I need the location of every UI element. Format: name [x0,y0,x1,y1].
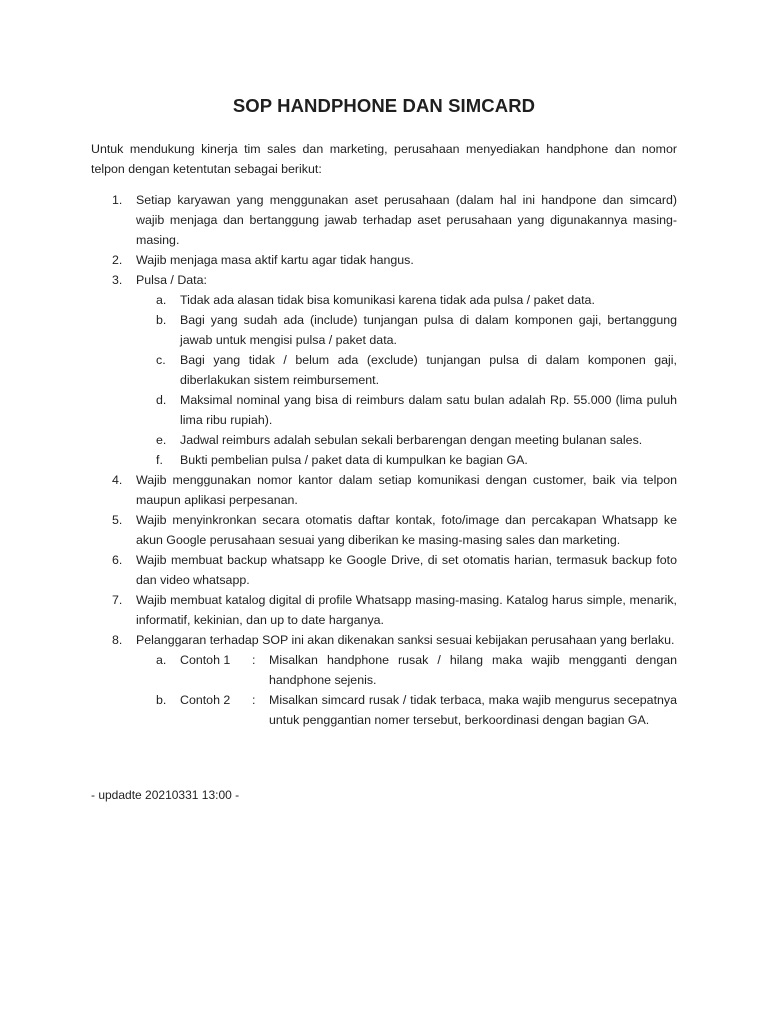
item-text: Pulsa / Data: [136,273,207,287]
item-number: 8. [112,633,123,647]
subitem-text: Tidak ada alasan tidak bisa komunikasi karena tidak ada pulsa / paket data. [180,293,595,307]
list-item [112,270,677,290]
update-footer: - updadte 20210331 13:00 - [91,788,240,802]
sublist-item [156,350,677,390]
list-item [112,630,677,650]
list-item [112,190,677,250]
example-name: Contoh 1 [180,653,231,667]
example-letter: a. [156,653,167,667]
example-item [156,690,677,730]
subitem-text: Bagi yang tidak / belum ada (exclude) tunjangan pulsa di dalam komponen gaji, diberlakukan sistem reimbursement. [180,353,677,387]
list-item [112,550,677,590]
subitem-text: Maksimal nominal yang bisa di reimburs dalam satu bulan adalah Rp. 55.000 (lima puluh lima ribu rupiah). [180,393,677,427]
subitem-letter: f. [156,453,163,467]
example-item [156,650,677,690]
sublist-item [156,390,677,430]
subitem-letter: b. [156,313,167,327]
item-number: 5. [112,513,123,527]
example-letter: b. [156,693,167,707]
item-text: Wajib membuat backup whatsapp ke Google Drive, di set otomatis harian, termasuk backup foto dan video whatsapp. [136,553,677,587]
item-text: Wajib menyinkronkan secara otomatis daftar kontak, foto/image dan percakapan Whatsapp ke akun Google perusahaan sesuai yang diberikan ke masing-masing sales dan marketing. [136,513,677,547]
item-number: 6. [112,553,123,567]
sop-list [112,190,677,730]
pulsa-sublist [112,290,677,470]
item-number: 2. [112,253,123,267]
subitem-text: Jadwal reimburs adalah sebulan sekali berbarengan dengan meeting bulanan sales. [180,433,643,447]
document-title: SOP HANDPHONE DAN SIMCARD [232,95,536,116]
list-item [112,510,677,550]
item-text: Setiap karyawan yang menggunakan aset perusahaan (dalam hal ini handpone dan simcard) wajib menjaga dan bertanggung jawab terhadap aset perusahaan yang digunakannya masing-masing. [136,193,677,247]
list-item [112,470,677,510]
example-colon: : [252,653,256,667]
subitem-text: Bagi yang sudah ada (include) tunjangan pulsa di dalam komponen gaji, bertanggung jawab untuk mengisi pulsa / paket data. [180,313,677,347]
item-text: Wajib membuat katalog digital di profile Whatsapp masing-masing. Katalog harus simple, menarik, informatif, kekinian, dan up to date harganya. [136,593,677,627]
subitem-letter: d. [156,393,167,407]
item-text: Wajib menjaga masa aktif kartu agar tidak hangus. [136,253,414,267]
example-name: Contoh 2 [180,693,231,707]
examples-container [112,650,677,730]
item-number: 1. [112,193,123,207]
list-item [112,590,677,630]
item-text: Wajib menggunakan nomor kantor dalam setiap komunikasi dengan customer, baik via telpon maupun aplikasi perpesanan. [136,473,677,507]
subitem-letter: a. [156,293,167,307]
pulsa-sublist-container [112,290,677,470]
example-text: Misalkan simcard rusak / tidak terbaca, maka wajib mengurus secepatnya untuk penggantian nomer tersebut, berkoordinasi dengan bagian GA. [269,693,677,727]
item-text: Pelanggaran terhadap SOP ini akan dikenakan sanksi sesuai kebijakan perusahaan yang berlaku. [136,633,675,647]
intro-paragraph: Untuk mendukung kinerja tim sales dan marketing, perusahaan menyediakan handphone dan nomor telpon dengan ketentutan sebagai berikut: [91,142,677,176]
examples-sublist [112,650,677,730]
subitem-letter: c. [156,353,166,367]
subitem-text: Bukti pembelian pulsa / paket data di kumpulkan ke bagian GA. [180,453,528,467]
subitem-letter: e. [156,433,167,447]
item-number: 7. [112,593,123,607]
item-number: 3. [112,273,123,287]
example-colon: : [252,693,256,707]
item-number: 4. [112,473,123,487]
example-text: Misalkan handphone rusak / hilang maka wajib mengganti dengan handphone sejenis. [269,653,677,687]
list-item [112,250,677,270]
sublist-item [156,430,677,450]
sublist-item [156,290,677,310]
sublist-item [156,310,677,350]
sublist-item [156,450,677,470]
